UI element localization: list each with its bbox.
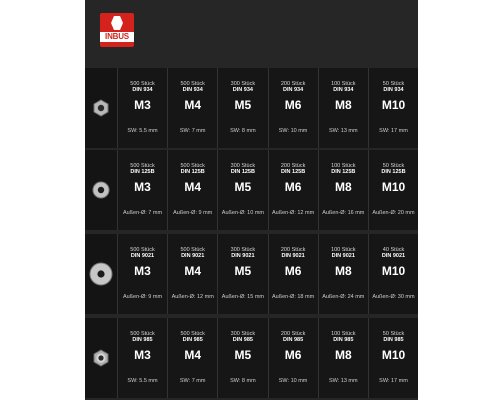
cell-spec: Außen-Ø: 18 mm bbox=[272, 294, 315, 300]
cell-size: M8 bbox=[334, 348, 352, 362]
large-washer-icon bbox=[85, 234, 117, 314]
cell-spec: SW: 7 mm bbox=[179, 128, 206, 134]
cell-qty: 500 Stück bbox=[130, 163, 155, 169]
product-cell bbox=[318, 318, 368, 398]
cell-norm: DIN 125B bbox=[281, 169, 306, 175]
cell-norm: DIN 125B bbox=[130, 169, 155, 175]
cell-norm: DIN 125B bbox=[331, 169, 356, 175]
cell-norm: DIN 9021 bbox=[130, 253, 155, 259]
cell-size: M5 bbox=[234, 348, 252, 362]
cell-spec: SW: 17 mm bbox=[379, 378, 408, 384]
cell-spec: SW: 7 mm bbox=[179, 378, 206, 384]
cell-norm: DIN 125B bbox=[381, 169, 406, 175]
cell-spec: Außen-Ø: 20 mm bbox=[372, 210, 415, 216]
cell-size: M3 bbox=[134, 180, 151, 194]
cell-spec: SW: 13 mm bbox=[328, 128, 358, 134]
cell-qty: 50 Stück bbox=[382, 81, 405, 87]
cell-size: M6 bbox=[284, 264, 302, 278]
cell-spec: SW: 5.5 mm bbox=[127, 128, 158, 134]
cell-size: M10 bbox=[381, 264, 406, 278]
cell-norm: DIN 9021 bbox=[331, 253, 355, 259]
cell-qty: 50 Stück bbox=[382, 331, 405, 337]
cell-qty: 500 Stück bbox=[180, 247, 205, 253]
cell-size: M6 bbox=[284, 348, 302, 362]
cell-qty: 500 Stück bbox=[180, 163, 205, 169]
cell-qty: 200 Stück bbox=[280, 81, 306, 87]
cell-size: M5 bbox=[234, 180, 252, 194]
cell-size: M10 bbox=[381, 98, 406, 112]
cell-norm: DIN 985 bbox=[182, 337, 203, 343]
cell-spec: Außen-Ø: 7 mm bbox=[122, 210, 163, 216]
cell-qty: 300 Stück bbox=[230, 331, 256, 337]
product-cell bbox=[117, 68, 167, 148]
cell-norm: DIN 985 bbox=[232, 337, 253, 343]
cell-size: M8 bbox=[334, 264, 352, 278]
product-cell bbox=[167, 68, 217, 148]
cell-qty: 40 Stück bbox=[382, 247, 405, 253]
cell-size: M4 bbox=[184, 98, 202, 112]
product-cell bbox=[117, 234, 167, 314]
cell-qty: 100 Stück bbox=[331, 163, 356, 169]
product-cell bbox=[167, 234, 217, 314]
cell-norm: DIN 934 bbox=[333, 87, 354, 93]
cell-size: M5 bbox=[234, 98, 252, 112]
cell-norm: DIN 9021 bbox=[231, 253, 255, 259]
logo-text: INBUS bbox=[105, 32, 129, 41]
lock-nut-icon bbox=[85, 318, 117, 398]
cell-spec: Außen-Ø: 24 mm bbox=[322, 294, 365, 300]
cell-norm: DIN 9021 bbox=[381, 253, 406, 259]
cell-qty: 300 Stück bbox=[230, 247, 256, 253]
product-cell bbox=[268, 318, 318, 398]
cell-qty: 300 Stück bbox=[230, 81, 256, 87]
cell-spec: SW: 8 mm bbox=[230, 378, 256, 384]
nut-icon bbox=[85, 68, 117, 148]
cell-norm: DIN 934 bbox=[283, 87, 304, 93]
cell-size: M5 bbox=[234, 264, 252, 278]
cell-size: M6 bbox=[284, 180, 302, 194]
cell-size: M4 bbox=[184, 180, 202, 194]
header bbox=[85, 0, 418, 68]
cell-norm: DIN 985 bbox=[283, 337, 304, 343]
cell-size: M8 bbox=[334, 180, 352, 194]
bolt-icon bbox=[111, 16, 123, 30]
cell-spec: SW: 10 mm bbox=[278, 128, 308, 134]
product-cell bbox=[217, 68, 267, 148]
cell-size: M8 bbox=[334, 98, 352, 112]
product-cell bbox=[368, 318, 418, 398]
cell-size: M6 bbox=[284, 98, 302, 112]
cell-spec: Außen-Ø: 12 mm bbox=[171, 294, 214, 300]
product-row bbox=[85, 150, 418, 230]
product-cell bbox=[217, 234, 267, 314]
cell-spec: SW: 8 mm bbox=[230, 128, 256, 134]
cell-spec: Außen-Ø: 12 mm bbox=[272, 210, 315, 216]
cell-size: M10 bbox=[381, 180, 406, 194]
cell-spec: Außen-Ø: 16 mm bbox=[322, 210, 365, 216]
cell-norm: DIN 985 bbox=[132, 337, 153, 343]
product-panel bbox=[85, 0, 418, 400]
product-cell bbox=[117, 150, 167, 230]
product-cell bbox=[268, 234, 318, 314]
cell-norm: DIN 9021 bbox=[281, 253, 305, 259]
product-cell bbox=[167, 150, 217, 230]
cell-qty: 200 Stück bbox=[280, 163, 306, 169]
cell-size: M3 bbox=[134, 264, 151, 278]
cell-size: M4 bbox=[184, 264, 202, 278]
product-cell bbox=[368, 234, 418, 314]
cell-qty: 200 Stück bbox=[280, 247, 306, 253]
product-cell bbox=[368, 150, 418, 230]
cell-qty: 100 Stück bbox=[331, 81, 356, 87]
cell-norm: DIN 9021 bbox=[181, 253, 205, 259]
cell-spec: SW: 13 mm bbox=[328, 378, 358, 384]
cell-size: M4 bbox=[184, 348, 202, 362]
cell-qty: 50 Stück bbox=[382, 163, 405, 169]
cell-spec: SW: 10 mm bbox=[278, 378, 308, 384]
cell-norm: DIN 985 bbox=[333, 337, 354, 343]
product-cell bbox=[318, 234, 368, 314]
cell-spec: SW: 17 mm bbox=[379, 128, 408, 134]
product-cell bbox=[167, 318, 217, 398]
cell-spec: SW: 5.5 mm bbox=[127, 378, 158, 384]
cell-spec: Außen-Ø: 9 mm bbox=[173, 210, 213, 216]
cell-size: M10 bbox=[381, 348, 406, 362]
product-row bbox=[85, 318, 418, 398]
cell-spec: Außen-Ø: 30 mm bbox=[372, 294, 415, 300]
product-row bbox=[85, 234, 418, 314]
product-cell bbox=[268, 68, 318, 148]
product-row bbox=[85, 68, 418, 148]
cell-qty: 500 Stück bbox=[180, 331, 205, 337]
cell-norm: DIN 934 bbox=[132, 87, 153, 93]
cell-qty: 200 Stück bbox=[280, 331, 306, 337]
cell-norm: DIN 934 bbox=[182, 87, 203, 93]
cell-qty: 300 Stück bbox=[230, 163, 256, 169]
product-cell bbox=[117, 318, 167, 398]
cell-size: M3 bbox=[134, 348, 151, 362]
brand-logo bbox=[100, 13, 134, 47]
product-cell bbox=[217, 150, 267, 230]
product-cell bbox=[268, 150, 318, 230]
cell-qty: 100 Stück bbox=[331, 331, 356, 337]
cell-spec: Außen-Ø: 9 mm bbox=[122, 294, 163, 300]
product-cell bbox=[368, 68, 418, 148]
cell-qty: 100 Stück bbox=[331, 247, 356, 253]
cell-qty: 500 Stück bbox=[180, 81, 205, 87]
product-cell bbox=[318, 150, 368, 230]
cell-spec: Außen-Ø: 10 mm bbox=[221, 210, 264, 216]
cell-spec: Außen-Ø: 15 mm bbox=[221, 294, 264, 300]
cell-qty: 500 Stück bbox=[130, 81, 155, 87]
cell-norm: DIN 934 bbox=[383, 87, 404, 93]
washer-icon bbox=[85, 150, 117, 230]
cell-norm: DIN 985 bbox=[383, 337, 404, 343]
product-cell bbox=[217, 318, 267, 398]
cell-norm: DIN 125B bbox=[180, 169, 205, 175]
product-cell bbox=[318, 68, 368, 148]
cell-norm: DIN 934 bbox=[232, 87, 253, 93]
cell-qty: 500 Stück bbox=[130, 247, 155, 253]
cell-norm: DIN 125B bbox=[230, 169, 255, 175]
cell-size: M3 bbox=[134, 98, 151, 112]
cell-qty: 500 Stück bbox=[130, 331, 155, 337]
